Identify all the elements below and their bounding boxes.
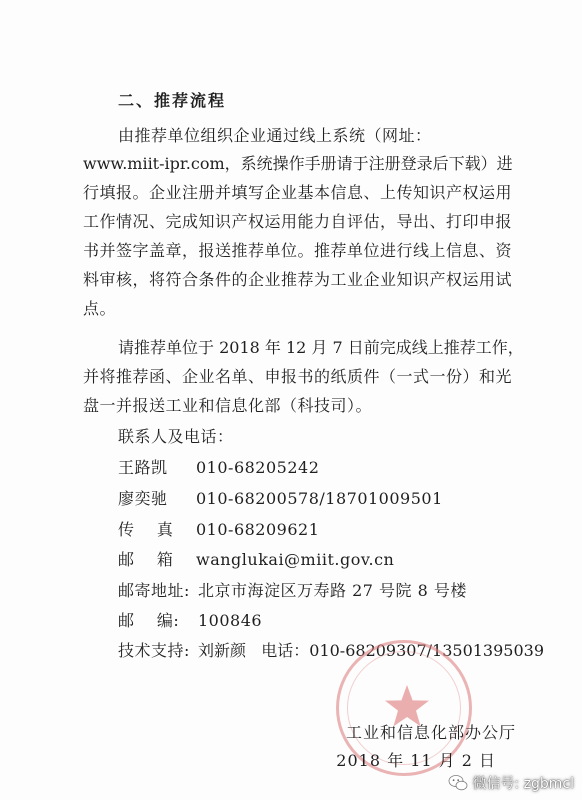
contact-label: 传 真 xyxy=(118,520,174,539)
contacts-heading: 联系人及电话： xyxy=(118,427,234,446)
paragraph2-line: 请推荐单位于 2018 年 12 月 7 日前完成线上推荐工作， xyxy=(118,338,524,357)
paragraph1-line: 工作情况、完成知识产权运用能力自评估，导出、打印申报 xyxy=(83,212,513,231)
email-link[interactable]: wanglukai@miit.gov.cn xyxy=(196,550,395,569)
issuing-organization: 工业和信息化部办公厅 xyxy=(345,723,516,742)
paragraph1-line: 书并签字盖章，报送推荐单位。推荐单位进行线上信息、资 xyxy=(83,241,513,260)
issue-date: 2018 年 11 月 2 日 xyxy=(336,751,496,770)
tech-support-value: 刘新颜 电话：010-68209307/13501395039 xyxy=(198,641,545,660)
contact-value: 010-68200578/18701009501 xyxy=(196,489,443,508)
mailing-address-value: 北京市海淀区万寿路 27 号院 8 号楼 xyxy=(198,581,467,600)
contact-label: 王路凯 xyxy=(118,458,168,477)
paragraph1-line: www.miit-ipr.com，系统操作手册请于注册登录后下载）进 xyxy=(83,154,513,173)
paragraph2-line: 盘一并报送工业和信息化部（科技司）。 xyxy=(83,396,373,415)
contact-label: 邮 箱 xyxy=(118,550,174,569)
section-heading: 二、推荐流程 xyxy=(118,91,227,110)
contact-value: 010-68205242 xyxy=(196,458,320,477)
postcode-value: 100846 xyxy=(198,611,263,630)
tech-support-label: 技术支持: xyxy=(118,641,190,660)
postcode-label: 邮 编: xyxy=(118,611,180,630)
contact-value: 010-68209621 xyxy=(196,520,320,539)
paragraph1-line: 由推荐单位组织企业通过线上系统（网址： xyxy=(118,126,432,145)
paragraph1-line: 行填报。企业注册并填写企业基本信息、上传知识产权运用 xyxy=(83,183,513,202)
paragraph1-line: 料审核，将符合条件的企业推荐为工业企业知识产权运用试 xyxy=(83,270,513,289)
wechat-watermark xyxy=(448,772,574,794)
contact-label: 廖奕驰 xyxy=(118,489,168,508)
watermark-text: 微信号: zgbmcl xyxy=(472,776,574,792)
paragraph2-line: 并将推荐函、企业名单、申报书的纸质件（一式一份）和光 xyxy=(83,367,513,386)
wechat-icon xyxy=(448,774,468,792)
mailing-address-label: 邮寄地址: xyxy=(118,581,190,600)
paragraph1-line: 点。 xyxy=(83,299,117,318)
